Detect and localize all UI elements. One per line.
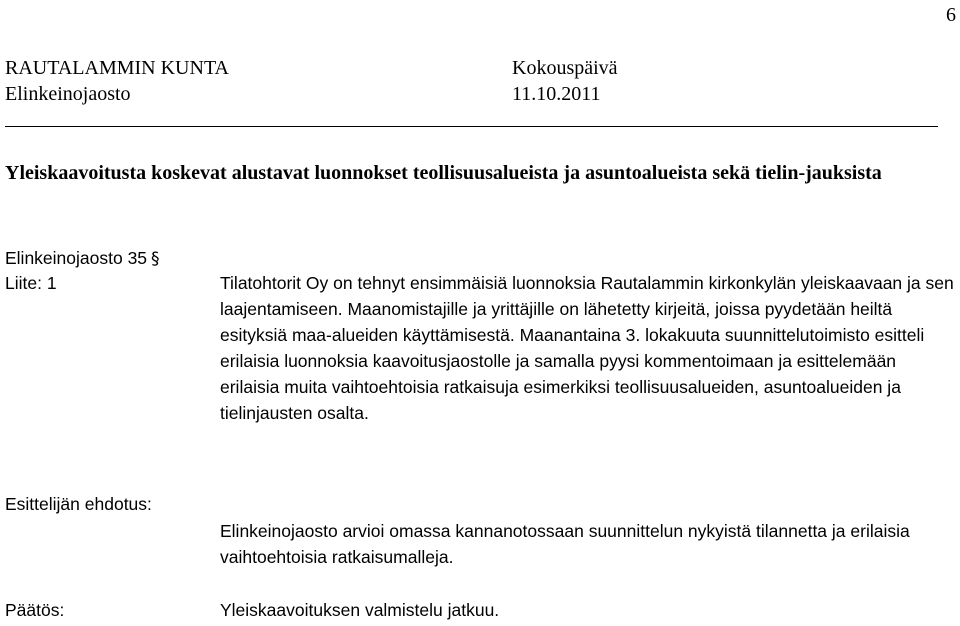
header-divider: [5, 126, 938, 127]
item-description: Tilatohtorit Oy on tehnyt ensimmäisiä luonnoksia Rautalammin kirkonkylän yleiskaavaan ja sen laajentamiseen. Maanomistajille ja yrittäjille on lähetetty kirjeitä, joissa pyydetään heiltä esityksiä maa-alueiden käyttämisestä. Maanantaina 3. lokakuuta suunnittelutoimisto esitteli erilaisia luonnoksia kaavoitusjaostolle ja samalla pyysi kommentoimaan ja esittelemään erilaisia muita vaihtoehtoisia ratkaisuja esimerkiksi teollisuusalueiden, asuntoalueiden ja tielinjausten osalta.: [220, 273, 954, 423]
page-number: 6: [946, 4, 956, 26]
section-reference: [5, 245, 160, 272]
committee-name: Elinkeinojaosto: [5, 83, 131, 105]
attachment-label: Liite: 1: [5, 273, 57, 293]
proposal-text: Elinkeinojaosto arvioi omassa kannanotossaan suunnittelun nykyistä tilannetta ja erilaisia vaihtoehtoisia ratkaisumalleja.: [220, 521, 910, 567]
section-reference-text: Elinkeinojaosto 35: [5, 248, 148, 268]
meeting-date: 11.10.2011: [512, 83, 601, 105]
agenda-item-title: Yleiskaavoitusta koskevat alustavat luonnokset teollisuusalueista ja asuntoalueista sekä tielin-jauksista: [5, 162, 882, 184]
organization-name: RAUTALAMMIN KUNTA: [5, 57, 230, 79]
decision-label: Päätös:: [5, 600, 65, 620]
proposal-label: Esittelijän ehdotus:: [5, 494, 152, 514]
meeting-date-label: Kokouspäivä: [512, 57, 618, 79]
section-sign: §: [151, 249, 160, 269]
decision-text: Yleiskaavoituksen valmistelu jatkuu.: [220, 600, 500, 620]
